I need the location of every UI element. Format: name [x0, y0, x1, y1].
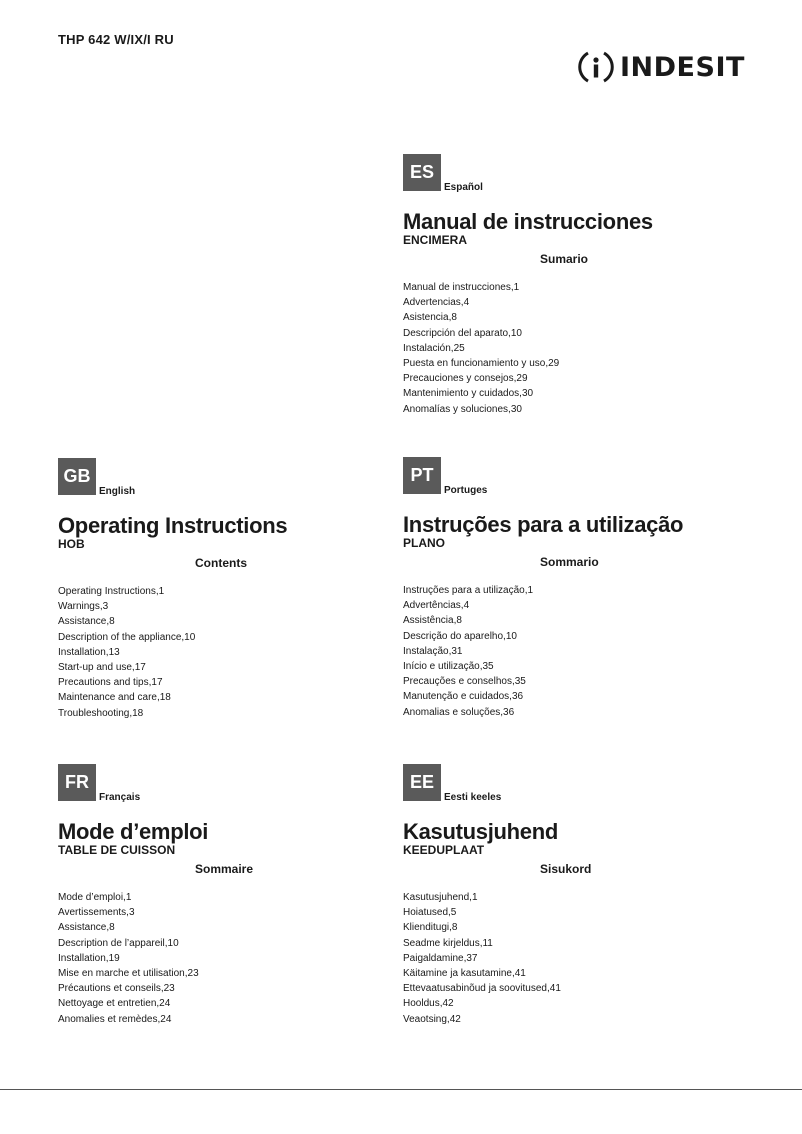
section-es	[403, 153, 733, 417]
toc-item: Operating Instructions,1	[58, 586, 165, 597]
toc-item: Veaotsing,42	[403, 1013, 461, 1025]
section-gb	[58, 457, 388, 721]
toc-item: Anomalies et remèdes,24	[58, 1013, 172, 1025]
contents-heading: Sumario	[540, 252, 589, 266]
toc-item: Käitamine ja kasutamine,41	[403, 968, 526, 980]
toc-item: Installation,19	[58, 952, 120, 964]
toc-item: Précautions et conseils,23	[58, 983, 175, 995]
toc-item: Instruções para a utilização,1	[403, 585, 534, 596]
section-fr	[58, 763, 388, 1027]
toc-item: Start-up and use,17	[58, 662, 146, 674]
toc-item: Instalación,25	[403, 342, 465, 354]
manual-title: Kasutusjuhend	[403, 819, 558, 844]
language-badge: EE	[403, 764, 441, 801]
indesit-logo-icon	[578, 49, 614, 85]
toc-item: Assistance,8	[58, 922, 115, 934]
toc-item: Instalação,31	[403, 645, 463, 657]
toc-item: Seadme kirjeldus,11	[403, 937, 493, 949]
manual-title: Mode d’emploi	[58, 819, 209, 844]
toc-item: Troubleshooting,18	[58, 707, 144, 719]
section-ee	[403, 763, 733, 1027]
product-subtitle: PLANO	[403, 536, 445, 550]
toc-item: Precautions and tips,17	[58, 677, 163, 689]
toc-item: Hooldus,42	[403, 998, 454, 1010]
toc-item: Início e utilização,35	[403, 661, 494, 673]
toc-item: Descrição do aparelho,10	[403, 630, 517, 642]
product-subtitle: ENCIMERA	[403, 233, 468, 247]
language-name: English	[99, 486, 136, 497]
toc-item: Description de l’appareil,10	[58, 937, 179, 949]
product-subtitle: HOB	[58, 537, 85, 551]
toc-item: Mode d’emploi,1	[58, 892, 132, 903]
toc-item: Avertissements,3	[58, 907, 135, 919]
toc-item: Advertencias,4	[403, 297, 470, 309]
toc-item: Ettevaatusabinõud ja soovitused,41	[403, 983, 561, 995]
toc-item: Nettoyage et entretien,24	[58, 998, 171, 1010]
toc-item: Manual de instrucciones,1	[403, 282, 520, 293]
section-pt	[403, 456, 733, 720]
footer-rule	[0, 1089, 802, 1090]
product-subtitle: KEEDUPLAAT	[403, 843, 485, 857]
manual-title: Instruções para a utilização	[403, 512, 684, 537]
table-of-contents	[58, 584, 388, 721]
toc-item: Advertências,4	[403, 600, 470, 612]
language-badge: ES	[403, 154, 441, 191]
toc-item: Assistance,8	[58, 616, 115, 628]
toc-item: Precauções e conselhos,35	[403, 676, 526, 688]
toc-item: Mantenimiento y cuidados,30	[403, 388, 534, 400]
language-badge: FR	[58, 764, 96, 801]
language-name: Français	[99, 792, 141, 803]
toc-item: Paigaldamine,37	[403, 952, 478, 964]
table-of-contents	[58, 890, 388, 1027]
toc-item: Manutenção e cuidados,36	[403, 691, 524, 703]
toc-item: Description of the appliance,10	[58, 631, 196, 643]
toc-item: Anomalias e soluções,36	[403, 706, 515, 718]
toc-item: Hoiatused,5	[403, 907, 457, 919]
language-badge: PT	[403, 457, 441, 494]
language-name: Portuges	[444, 485, 488, 496]
toc-item: Installation,13	[58, 646, 120, 658]
language-name: Eesti keeles	[444, 792, 502, 803]
toc-item: Kasutusjuhend,1	[403, 892, 478, 903]
toc-item: Maintenance and care,18	[58, 692, 171, 704]
brand-wordmark: INDESIT	[620, 51, 745, 83]
contents-heading: Contents	[195, 556, 247, 570]
toc-item: Puesta en funcionamiento y uso,29	[403, 358, 560, 370]
table-of-contents	[403, 280, 733, 417]
toc-item: Asistencia,8	[403, 312, 457, 324]
toc-item: Precauciones y consejos,29	[403, 373, 528, 385]
language-name: Español	[444, 182, 483, 193]
contents-heading: Sommaire	[195, 862, 254, 876]
toc-item: Mise en marche et utilisation,23	[58, 968, 199, 980]
contents-heading: Sommario	[540, 555, 599, 569]
model-number: THP 642 W/IX/I RU	[58, 32, 174, 47]
toc-item: Warnings,3	[58, 601, 109, 613]
toc-item: Anomalías y soluciones,30	[403, 403, 522, 415]
contents-heading: Sisukord	[540, 862, 592, 876]
language-badge: GB	[58, 458, 96, 495]
product-subtitle: TABLE DE CUISSON	[58, 843, 176, 857]
toc-item: Klienditugi,8	[403, 922, 458, 934]
brand-logo	[578, 46, 745, 88]
toc-item: Assistência,8	[403, 615, 462, 627]
manual-title: Manual de instrucciones	[403, 209, 653, 234]
table-of-contents	[403, 890, 733, 1027]
toc-item: Descripción del aparato,10	[403, 327, 522, 339]
table-of-contents	[403, 583, 733, 720]
manual-title: Operating Instructions	[58, 513, 288, 538]
